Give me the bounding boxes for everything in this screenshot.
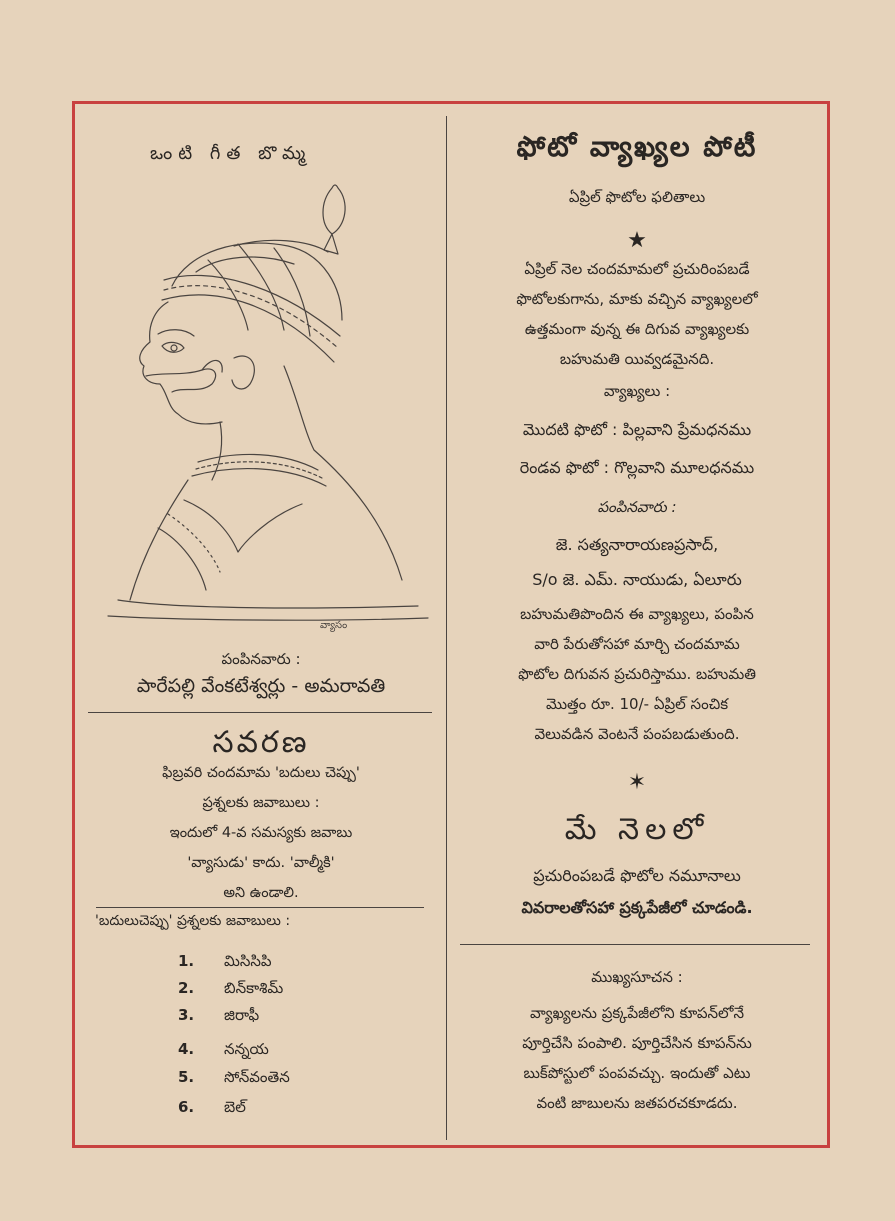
captions-label: వ్యాఖ్యలు : [603,382,671,400]
intro-line: ఉత్తమంగా వున్న ఈ దిగువ వ్యాఖ్యలకు [524,320,750,338]
sender-label: పంపినవారు : [597,498,677,516]
correction-line: ఫిబ్రవరి చందమామ 'బదులు చెప్పు' [162,765,360,781]
note-heading: ముఖ్యసూచన : [591,968,683,986]
sender-label: పంపినవారు : [221,650,301,668]
prize-line: వారి పేరుతోసహా మార్చి చందమామ [534,635,740,653]
correction-line: అని ఉండాలి. [223,885,299,901]
line-drawing-portrait [88,180,432,640]
month-line: వివరాలతోసహా ప్రక్కపేజీలో చూడండి. [521,898,753,917]
artist-signature: వ్యాసం [320,620,348,631]
divider-line [96,907,424,908]
star-icon: ★ [627,228,647,253]
winner-address: S/o జె. ఎమ్. నాయుడు, ఏలూరు [532,570,742,589]
divider-line [88,712,432,713]
note-line: వ్యాఖ్యలను ప్రక్కపేజీలోని కూపన్‌లోనే [529,1004,745,1022]
correction-line: 'వ్యాసుడు' కాదు. 'వాల్మీకి' [187,855,335,871]
contest-title: ఫోటో వ్యాఖ్యల పోటీ [516,130,758,163]
prize-line: వెలువడిన వెంటనే పంపబడుతుంది. [534,725,740,743]
caption-first-photo: మొదటి ఫొటో : పిల్లవాని ప్రేమధనము [522,420,752,439]
note-line: వంటి జాబులను జతపరచకూడదు. [536,1094,738,1112]
divider-line [460,944,810,945]
answer-item: 3. జిరాఫీ [178,1006,260,1024]
prize-line: బహుమతిపొందిన ఈ వ్యాఖ్యలు, పంపిన [520,605,754,623]
answer-item: 4. నన్నయ [178,1040,269,1058]
correction-line: ప్రశ్నలకు జవాబులు : [202,795,320,811]
answers-heading: 'బదులుచెప్పు' ప్రశ్నలకు జవాబులు : [95,913,291,929]
correction-line: ఇందులో 4-వ సమస్యకు జవాబు [169,825,353,841]
intro-line: బహుమతి యివ్వడమైనది. [559,350,715,368]
caption-second-photo: రెండవ ఫొటో : గొల్లవాని మూలధనము [519,458,755,477]
month-line: ప్రచురింపబడే ఫొటోల నమూనాలు [533,866,741,885]
note-line: పూర్తిచేసి పంపాలి. పూర్తిచేసిన కూపన్‌ను [522,1034,752,1052]
column-divider [446,116,447,1140]
contest-subtitle: ఏప్రిల్ ఫొటోల ఫలితాలు [568,188,706,206]
prize-line: ఫొటోల దిగువన ప్రచురిస్తాము. బహుమతి [518,665,756,683]
note-line: బుక్‌పోస్టులో పంపవచ్చు. ఇందుతో ఎటు [523,1064,751,1082]
may-month-title: మే నెలలో [564,812,710,847]
answer-item: 1. మిసిసిపి [178,952,272,970]
star-icon: ✶ [627,770,647,795]
prize-line: మొత్తం రూ. 10/- ఏప్రిల్ సంచిక [545,695,729,713]
sender-name: పారేపల్లి వేంకటేశ్వర్లు - అమరావతి [136,675,386,697]
intro-line: ఫొటోలకుగాను, మాకు వచ్చిన వ్యాఖ్యలలో [516,290,758,308]
answer-item: 2. బిన్‌కాశిమ్ [178,979,284,997]
answer-item: 6. బెల్ [178,1098,246,1116]
winner-name: జె. సత్యనారాయణప్రసాద్, [555,535,719,554]
intro-line: ఏప్రిల్ నెల చందమామలో ప్రచురింపబడే [524,260,750,278]
line-drawing-title: ఒంటి గీత బొమ్మ [150,143,312,164]
correction-title: సవరణ [212,725,310,760]
answer-item: 5. సోన్‌వంతెన [178,1068,290,1086]
